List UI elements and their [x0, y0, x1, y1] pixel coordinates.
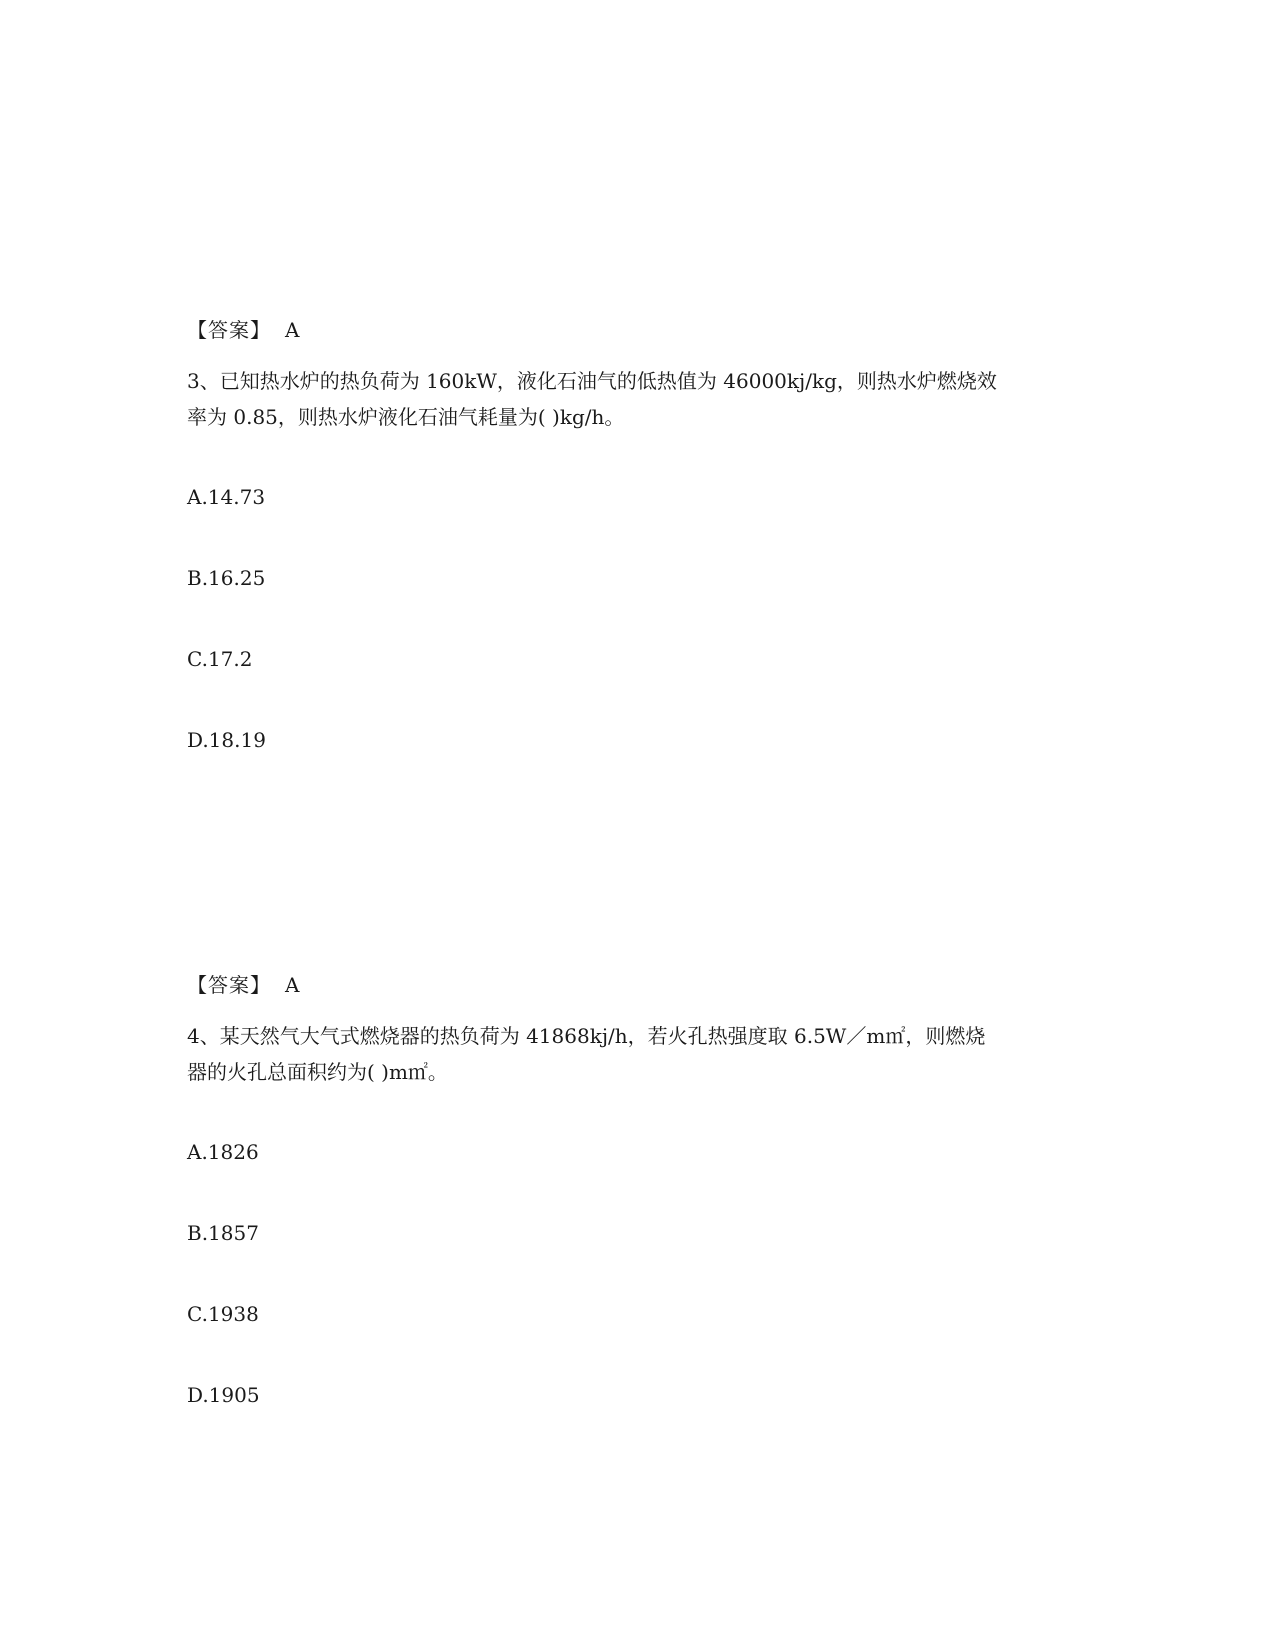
- question-text-line-1: 4、某天然气大气式燃烧器的热负荷为 41868kj/h，若火孔热强度取 6.5W／m㎡，则燃烧: [187, 1024, 986, 1048]
- answer-value: A: [285, 318, 300, 342]
- option-b: B.1857: [187, 1221, 259, 1245]
- option-d: D.18.19: [187, 728, 266, 752]
- answer-label: 【答案】: [187, 973, 271, 997]
- question-text-line-2: 率为 0.85，则热水炉液化石油气耗量为( )kg/h。: [187, 405, 625, 429]
- answer-line: [187, 314, 299, 346]
- option-a: A.1826: [187, 1140, 259, 1164]
- option-c: C.1938: [187, 1302, 259, 1326]
- question-text-line-1: 3、已知热水炉的热负荷为 160kW，液化石油气的低热值为 46000kj/kg，则热水炉燃烧效: [187, 369, 997, 393]
- option-c: C.17.2: [187, 647, 253, 671]
- answer-value: A: [285, 973, 300, 997]
- option-a: A.14.73: [187, 485, 266, 509]
- option-d: D.1905: [187, 1383, 260, 1407]
- answer-label: 【答案】: [187, 318, 271, 342]
- answer-line: [187, 969, 299, 1001]
- question-text-line-2: 器的火孔总面积约为( )m㎡。: [187, 1060, 448, 1084]
- option-b: B.16.25: [187, 566, 266, 590]
